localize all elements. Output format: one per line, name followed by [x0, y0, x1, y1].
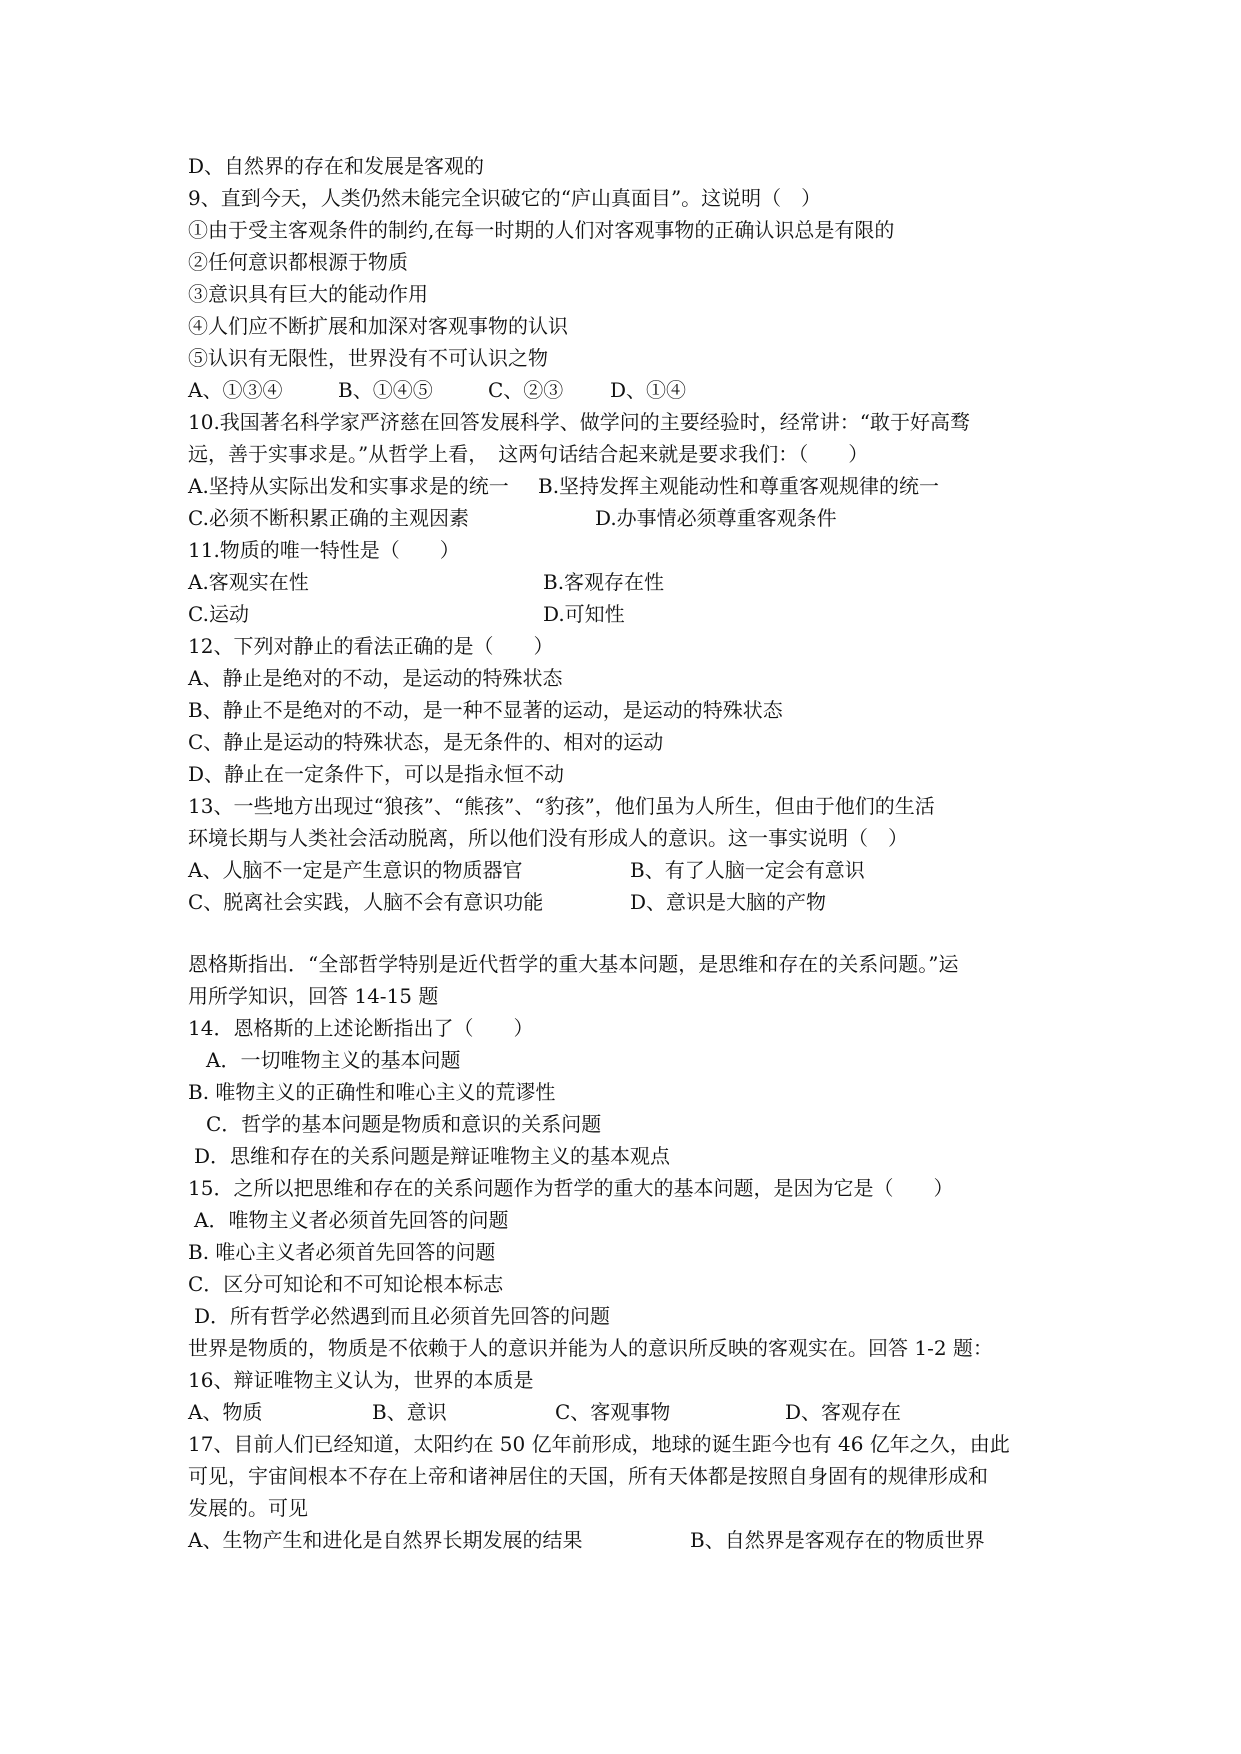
passage-14-15-line-1: 恩格斯指出．“全部哲学特别是近代哲学的重大基本问题，是思维和存在的关系问题。”运 — [188, 952, 959, 976]
option-12-b: B、静止不是绝对的不动，是一种不显著的运动，是运动的特殊状态 — [188, 698, 783, 722]
question-13-line-1: 13、一些地方出现过“狼孩”、“熊孩”、“豹孩”，他们虽为人所生，但由于他们的生活 — [188, 794, 935, 818]
question-11: 11.物质的唯一特性是（ ） — [188, 538, 460, 562]
question-10-line-2: 远，善于实事求是。”从哲学上看， 这两句话结合起来就是要求我们：（ ） — [188, 442, 869, 466]
option-14-d: D．思维和存在的关系问题是辩证唯物主义的基本观点 — [194, 1144, 671, 1168]
option-8-d: D、自然界的存在和发展是客观的 — [188, 154, 485, 178]
option-11-a: A.客观实在性 — [188, 570, 309, 594]
option-10-b: B.坚持发挥主观能动性和尊重客观规律的统一 — [538, 474, 940, 498]
question-17-line-3: 发展的。可见 — [188, 1496, 308, 1520]
statement-9-3: ③意识具有巨大的能动作用 — [188, 282, 428, 306]
option-12-a: A、静止是绝对的不动，是运动的特殊状态 — [188, 666, 563, 690]
option-15-b: B. 唯心主义者必须首先回答的问题 — [188, 1240, 496, 1264]
question-17-line-1: 17、目前人们已经知道，太阳约在 50 亿年前形成，地球的诞生距今也有 46 亿年之久，由此 — [188, 1432, 1010, 1456]
option-14-c: C．哲学的基本问题是物质和意识的关系问题 — [206, 1112, 602, 1136]
passage-16-17: 世界是物质的，物质是不依赖于人的意识并能为人的意识所反映的客观实在。回答 1-2 题： — [188, 1336, 993, 1360]
option-13-d: D、意识是大脑的产物 — [630, 890, 827, 914]
statement-9-2: ②任何意识都根源于物质 — [188, 250, 408, 274]
option-15-d: D．所有哲学必然遇到而且必须首先回答的问题 — [194, 1304, 611, 1328]
option-16-c: C、客观事物 — [555, 1400, 671, 1424]
option-9-c: C、②③ — [488, 378, 564, 402]
option-15-c: C．区分可知论和不可知论根本标志 — [188, 1272, 504, 1296]
question-12: 12、下列对静止的看法正确的是（ ） — [188, 634, 554, 658]
option-13-b: B、有了人脑一定会有意识 — [630, 858, 865, 882]
option-16-a: A、物质 — [188, 1400, 263, 1424]
statement-9-5: ⑤认识有无限性，世界没有不可认识之物 — [188, 346, 548, 370]
option-11-b: B.客观存在性 — [543, 570, 665, 594]
question-14: 14．恩格斯的上述论断指出了（ ） — [188, 1016, 534, 1040]
option-16-d: D、客观存在 — [785, 1400, 902, 1424]
option-17-a: A、生物产生和进化是自然界长期发展的结果 — [188, 1528, 583, 1552]
option-9-b: B、①④⑤ — [338, 378, 433, 402]
question-13-line-2: 环境长期与人类社会活动脱离，所以他们没有形成人的意识。这一事实说明（ ） — [188, 826, 908, 850]
option-10-c: C.必须不断积累正确的主观因素 — [188, 506, 469, 530]
option-12-c: C、静止是运动的特殊状态，是无条件的、相对的运动 — [188, 730, 664, 754]
option-14-a: A．一切唯物主义的基本问题 — [206, 1048, 461, 1072]
option-13-a: A、人脑不一定是产生意识的物质器官 — [188, 858, 523, 882]
question-15: 15．之所以把思维和存在的关系问题作为哲学的重大的基本问题，是因为它是（ ） — [188, 1176, 954, 1200]
question-9: 9、直到今天，人类仍然未能完全识破它的“庐山真面目”。这说明（ ） — [188, 186, 822, 210]
option-12-d: D、静止在一定条件下，可以是指永恒不动 — [188, 762, 565, 786]
option-9-a: A、①③④ — [188, 378, 283, 402]
option-17-b: B、自然界是客观存在的物质世界 — [690, 1528, 985, 1552]
passage-14-15-line-2: 用所学知识，回答 14-15 题 — [188, 984, 439, 1008]
option-16-b: B、意识 — [372, 1400, 447, 1424]
option-10-a: A.坚持从实际出发和实事求是的统一 — [188, 474, 509, 498]
option-11-d: D.可知性 — [543, 602, 625, 626]
statement-9-4: ④人们应不断扩展和加深对客观事物的认识 — [188, 314, 568, 338]
question-17-line-2: 可见，宇宙间根本不存在上帝和诸神居住的天国，所有天体都是按照自身固有的规律形成和 — [188, 1464, 988, 1488]
option-15-a: A．唯物主义者必须首先回答的问题 — [194, 1208, 509, 1232]
option-11-c: C.运动 — [188, 602, 249, 626]
option-14-b: B. 唯物主义的正确性和唯心主义的荒谬性 — [188, 1080, 556, 1104]
statement-9-1: ①由于受主客观条件的制约,在每一时期的人们对客观事物的正确认识总是有限的 — [188, 218, 895, 242]
option-9-d: D、①④ — [610, 378, 687, 402]
option-13-c: C、脱离社会实践，人脑不会有意识功能 — [188, 890, 544, 914]
question-16: 16、辩证唯物主义认为，世界的本质是 — [188, 1368, 534, 1392]
question-10-line-1: 10.我国著名科学家严济慈在回答发展科学、做学问的主要经验时，经常讲：“敢于好高骛 — [188, 410, 971, 434]
option-10-d: D.办事情必须尊重客观条件 — [595, 506, 837, 530]
